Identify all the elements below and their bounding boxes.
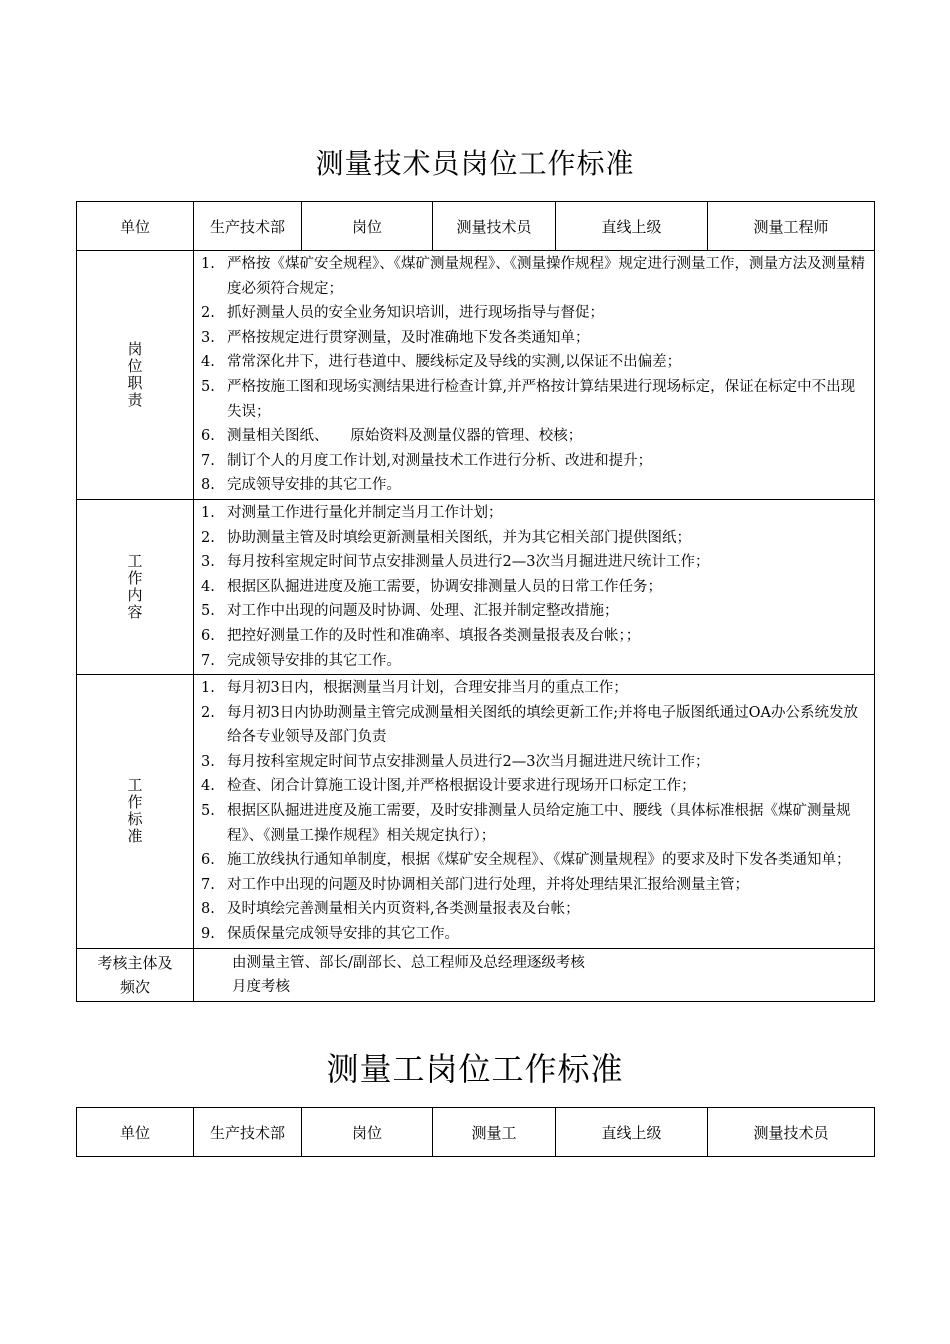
item-text: 每月按科室规定时间节点安排测量人员进行2—3次当月掘进进尺统计工作； (227, 753, 710, 770)
list-item (194, 922, 874, 947)
unit-value-2: 生产技术部 (194, 1108, 302, 1157)
post-value-2: 测量工 (433, 1108, 556, 1157)
content-content (194, 499, 875, 674)
duties-label: 岗位职责 (127, 339, 143, 409)
item-text: 制订个人的月度工作计划,对测量技术工作进行分析、改进和提升； (227, 452, 653, 469)
item-text: 保质保量完成领导安排的其它工作。 (227, 926, 459, 943)
review-label-cell (77, 948, 194, 1001)
item-text: 对工作中出现的问题及时协调相关部门进行处理，并将处理结果汇报给测量主管； (227, 876, 749, 893)
content-label-cell (77, 499, 194, 674)
item-number: 3. (201, 329, 215, 346)
review-line1: 由测量主管、部长/副部长、总工程师及总经理逐级考核 (232, 954, 585, 971)
item-number: 2. (201, 305, 215, 322)
superior-value: 测量工程师 (708, 202, 875, 251)
item-number: 3. (201, 554, 215, 571)
item-number: 4. (201, 354, 215, 371)
unit-value: 生产技术部 (194, 202, 302, 251)
list-item (194, 375, 874, 424)
review-label-line1: 考核主体及 (97, 953, 173, 972)
item-text: 抓好测量人员的安全业务知识培训，进行现场指导与督促； (227, 305, 604, 322)
standard-content (194, 675, 875, 949)
item-number: 7. (201, 452, 215, 469)
list-item (194, 750, 874, 775)
duties-content (194, 251, 875, 500)
duties-list (194, 252, 874, 498)
standard-label: 工作标准 (127, 776, 143, 846)
item-number: 5. (201, 603, 215, 620)
standard-table-technician (76, 201, 875, 1002)
item-number: 3. (201, 753, 215, 770)
list-item (194, 424, 874, 449)
item-number: 8. (201, 901, 215, 918)
review-line2: 月度考核 (232, 978, 290, 995)
content-label: 工作内容 (127, 552, 143, 622)
item-text: 完成领导安排的其它工作。 (227, 652, 401, 669)
item-number: 6. (201, 627, 215, 644)
list-item (194, 873, 874, 898)
item-number: 4. (201, 578, 215, 595)
list-item (194, 526, 874, 551)
post-label-2: 岗位 (302, 1108, 433, 1157)
item-number: 5. (201, 378, 215, 395)
list-item (194, 252, 874, 301)
item-number: 6. (201, 852, 215, 869)
list-item (194, 649, 874, 674)
item-text: 常常深化井下，进行巷道中、腰线标定及导线的实测,以保证不出偏差； (227, 354, 682, 371)
item-number: 6. (201, 428, 215, 445)
superior-label-2: 直线上级 (556, 1108, 708, 1157)
duties-label-cell (77, 251, 194, 500)
item-number: 4. (201, 778, 215, 795)
list-item (194, 575, 874, 600)
list-item (194, 326, 874, 351)
list-item (194, 701, 874, 750)
list-item (194, 624, 874, 649)
content-list (194, 501, 874, 673)
header-row-2 (77, 1108, 875, 1157)
content-row (77, 499, 875, 674)
list-item (194, 774, 874, 799)
item-number: 1. (201, 504, 215, 521)
page-title-surveying-technician: 测量技术员岗位工作标准 (315, 147, 635, 180)
standard-table-surveyor (76, 1107, 875, 1157)
item-text: 严格按施工图和现场实测结果进行检查计算,并严格按计算结果进行现场标定，保证在标定中不出现失误； (227, 378, 856, 420)
item-text: 严格按《煤矿安全规程》、《煤矿测量规程》、《测量操作规程》规定进行测量工作，测量方法及测量精度必须符合规定； (227, 256, 865, 297)
page-title-surveyor: 测量工岗位工作标准 (326, 1050, 624, 1088)
list-item (194, 676, 874, 701)
review-content (194, 948, 875, 1001)
item-text: 检查、闭合计算施工设计图,并严格根据设计要求进行现场开口标定工作； (227, 778, 696, 795)
item-text: 每月初3日内，根据测量当月计划，合理安排当月的重点工作； (227, 680, 628, 697)
item-number: 7. (201, 652, 215, 669)
unit-label-2: 单位 (77, 1108, 194, 1157)
list-item (194, 799, 874, 848)
list-item (194, 501, 874, 526)
review-label-line2: 频次 (119, 977, 150, 996)
standard-row (77, 675, 875, 949)
standard-list (194, 676, 874, 947)
item-text: 根据区队掘进进度及施工需要，协调安排测量人员的日常工作任务； (227, 578, 662, 595)
review-row (77, 948, 875, 1001)
item-number: 1. (201, 680, 215, 697)
item-number: 2. (201, 704, 215, 721)
list-item (194, 599, 874, 624)
superior-value-2: 测量技术员 (708, 1108, 875, 1157)
list-item (194, 473, 874, 498)
standard-label-cell (77, 675, 194, 949)
list-item (194, 550, 874, 575)
list-item (194, 350, 874, 375)
item-text: 施工放线执行通知单制度，根据《煤矿安全规程》、《煤矿测量规程》的要求及时下发各类通知单； (227, 852, 851, 869)
post-label: 岗位 (302, 202, 433, 251)
item-text: 对工作中出现的问题及时协调、处理、汇报并制定整改措施； (227, 603, 619, 620)
item-text: 根据区队掘进进度及施工需要，及时安排测量人员给定施工中、腰线（具体标准根据《煤矿测量规程》、《测量工操作规程》相关规定执行）； (227, 803, 851, 844)
item-number: 1. (201, 256, 215, 272)
item-text: 严格按规定进行贯穿测量，及时准确地下发各类通知单； (227, 329, 590, 346)
list-item (194, 848, 874, 873)
item-text: 测量相关图纸、 原始资料及测量仪器的管理、校核； (227, 428, 583, 445)
item-number: 2. (201, 529, 215, 546)
item-number: 9. (201, 926, 215, 943)
superior-label: 直线上级 (556, 202, 708, 251)
item-text: 对测量工作进行量化并制定当月工作计划； (227, 504, 503, 521)
list-item (194, 897, 874, 922)
item-number: 8. (201, 477, 215, 494)
list-item (194, 449, 874, 474)
item-number: 5. (201, 803, 215, 820)
duties-row (77, 251, 875, 500)
header-row (77, 202, 875, 251)
list-item (194, 301, 874, 326)
item-text: 及时填绘完善测量相关内页资料,各类测量报表及台帐； (227, 901, 580, 918)
item-text: 每月初3日内协助测量主管完成测量相关图纸的填绘更新工作;并将电子版图纸通过OA办公系统发放给各专业领导及部门负责 (227, 704, 858, 746)
unit-label: 单位 (77, 202, 194, 251)
item-text: 把控好测量工作的及时性和准确率、填报各类测量报表及台帐；； (227, 627, 641, 644)
item-text: 完成领导安排的其它工作。 (227, 477, 401, 494)
item-number: 7. (201, 876, 215, 893)
item-text: 每月按科室规定时间节点安排测量人员进行2—3次当月掘进进尺统计工作； (227, 554, 710, 571)
item-text: 协助测量主管及时填绘更新测量相关图纸，并为其它相关部门提供图纸； (227, 529, 691, 546)
post-value: 测量技术员 (433, 202, 556, 251)
